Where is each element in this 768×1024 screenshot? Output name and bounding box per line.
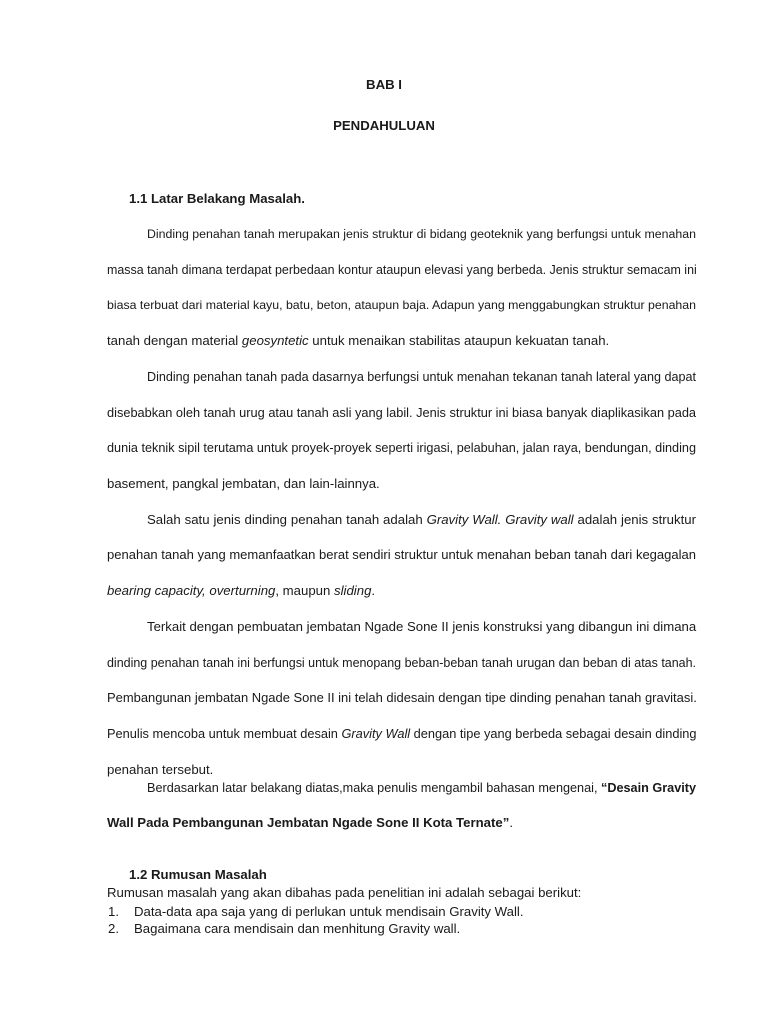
paragraph-line: massa tanah dimana terdapat perbedaan kontur ataupun elevasi yang berbeda. Jenis struktur semacam ini — [107, 263, 697, 277]
paragraph-line: Berdasarkan latar belakang diatas,maka penulis mengambil bahasan mengenai, “Desain Gravity — [147, 781, 697, 795]
paragraph-line: Penulis mencoba untuk membuat desain Gravity Wall dengan tipe yang berbeda sebagai desain dinding — [107, 726, 697, 741]
section-heading-1-2: 1.2 Rumusan Masalah — [129, 867, 267, 882]
paragraph-line: disebabkan oleh tanah urug atau tanah asli yang labil. Jenis struktur ini biasa banyak diaplikasikan pada — [107, 405, 697, 420]
paragraph-line: tanah dengan material geosyntetic untuk menaikan stabilitas ataupun kekuatan tanah. — [107, 333, 610, 348]
paragraph-line: dunia teknik sipil terutama untuk proyek-proyek seperti irigasi, pelabuhan, jalan raya, bendungan, dinding — [107, 441, 696, 455]
paragraph-line: penahan tersebut. — [107, 762, 214, 777]
paragraph-line: Terkait dengan pembuatan jembatan Ngade Sone II jenis konstruksi yang dibangun ini dimana — [147, 619, 697, 634]
paragraph-line: penahan tanah yang memanfaatkan berat sendiri struktur untuk menahan beban tanah dari kegagalan — [107, 547, 697, 562]
list-number: 1. — [108, 904, 119, 919]
paragraph-line: Salah satu jenis dinding penahan tanah adalah Gravity Wall. Gravity wall adalah jenis struktur — [147, 512, 697, 527]
paragraph-line: Wall Pada Pembangunan Jembatan Ngade Sone II Kota Ternate”. — [107, 815, 513, 830]
paragraph-line: Dinding penahan tanah merupakan jenis struktur di bidang geoteknik yang berfungsi untuk menahan — [147, 227, 696, 241]
list-number: 2. — [108, 921, 119, 936]
section-intro: Rumusan masalah yang akan dibahas pada penelitian ini adalah sebagai berikut: — [107, 885, 582, 900]
paragraph-line: Pembangunan jembatan Ngade Sone II ini telah didesain dengan tipe dinding penahan tanah gravitasi. — [107, 690, 697, 705]
paragraph-line: Dinding penahan tanah pada dasarnya berfungsi untuk menahan tekanan tanah lateral yang dapat — [147, 370, 696, 384]
chapter-number: BAB I — [366, 77, 402, 92]
paragraph-line: bearing capacity, overturning, maupun sliding. — [107, 583, 376, 598]
list-text: Data-data apa saja yang di perlukan untuk mendisain Gravity Wall. — [134, 904, 524, 919]
list-text: Bagaimana cara mendisain dan menhitung Gravity wall. — [134, 921, 461, 936]
paragraph-line: basement, pangkal jembatan, dan lain-lainnya. — [107, 476, 380, 491]
paragraph-line: biasa terbuat dari material kayu, batu, beton, ataupun baja. Adapun yang menggabungkan struktur penahan — [107, 298, 696, 312]
chapter-title: PENDAHULUAN — [333, 118, 435, 133]
section-heading-1-1: 1.1 Latar Belakang Masalah. — [129, 191, 305, 206]
paragraph-line: dinding penahan tanah ini berfungsi untuk menopang beban-beban tanah urugan dan beban di atas tanah. — [107, 656, 696, 670]
